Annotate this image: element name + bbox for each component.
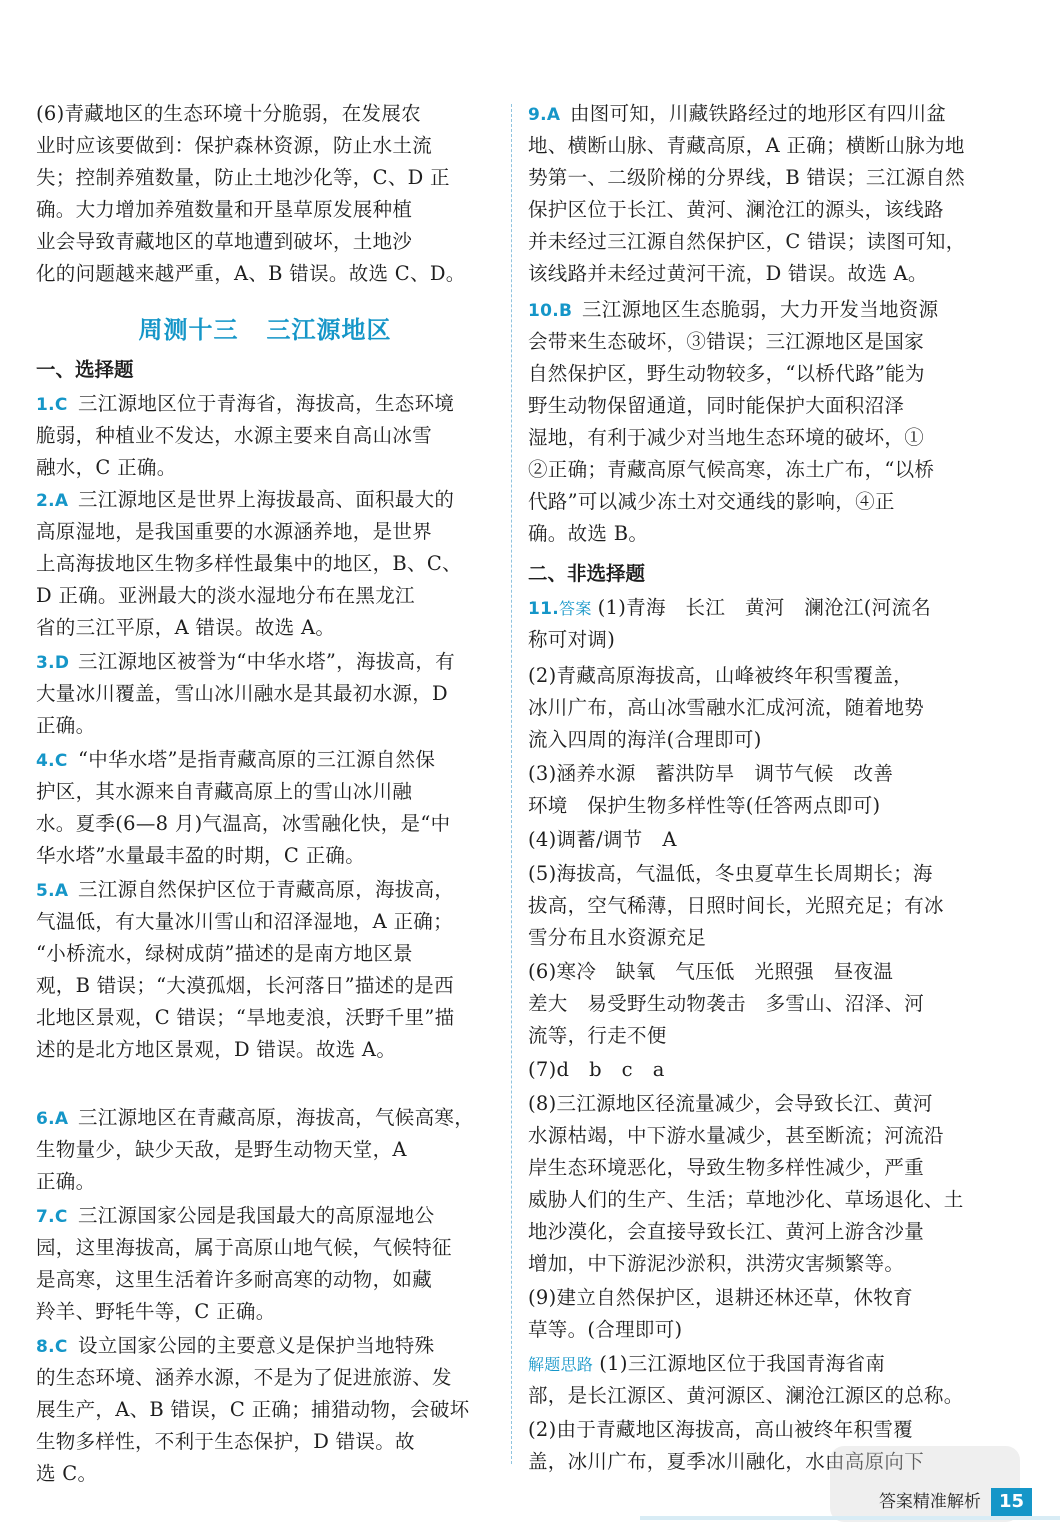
question-label: 5.A — [36, 881, 69, 901]
answer-line: (5)海拔高，气温低，冬虫夏草生长周期长；海 — [528, 862, 933, 885]
answer-line: 选 C。 — [36, 1462, 98, 1485]
question-label: 3.D — [36, 653, 70, 673]
answer-line: 展生产，A、B 错误，C 正确；捕猎动物，会破坏 — [36, 1398, 470, 1421]
question-label: 9.A — [528, 105, 561, 125]
page-footer — [879, 1486, 1032, 1518]
text-line: 化的问题越来越严重，A、B 错误。故选 C、D。 — [36, 262, 466, 285]
analysis-line: 部，是长江源区、黄河源区、澜沧江源区的总称。 — [528, 1384, 964, 1407]
answer-line: 自然保护区，野生动物较多，“以桥代路”能为 — [528, 362, 925, 385]
answer-line: 9.A 由图可知，川藏铁路经过的地形区有四川盆 — [528, 98, 986, 130]
question-label: 4.C — [36, 751, 68, 771]
answer-line: 脆弱，种植业不发达，水源主要来自高山冰雪 — [36, 424, 433, 447]
answer-line: 气温低，有大量冰川雪山和沼泽湿地，A 正确； — [36, 910, 453, 933]
answer-line: 高原湿地，是我国重要的水源涵养地，是世界 — [36, 520, 433, 543]
answer-line: 正确。 — [36, 1170, 96, 1193]
page-number: 15 — [991, 1488, 1032, 1516]
answer-line: 湿地，有利于减少对当地生态环境的破坏，① — [528, 426, 925, 449]
answer-line: 2.A 三江源地区是世界上海拔最高、面积最大的 — [36, 484, 494, 516]
answer-line: 势第一、二级阶梯的分界线，B 错误；三江源自然 — [528, 166, 965, 189]
answer-line: (6)寒冷 缺氧 气压低 光照强 昼夜温 — [528, 960, 894, 983]
text-line: 业会导致青藏地区的草地遭到破坏，土地沙 — [36, 230, 413, 253]
answer-line: 融水，C 正确。 — [36, 456, 177, 479]
answer-line: (2)青藏高原海拔高，山峰被终年积雪覆盖， — [528, 664, 913, 687]
answer-line: 上高海拔地区生物多样性最集中的地区，B、C、 — [36, 552, 462, 575]
section-title — [36, 310, 494, 350]
answer-line: 威胁人们的生产、生活；草地沙化、草场退化、土 — [528, 1188, 964, 1211]
answer-line: 4.C “中华水塔”是指青藏高原的三江源自然保 — [36, 744, 494, 776]
answer-line: 流入四周的海洋(合理即可) — [528, 728, 762, 751]
section-title-number: 周测十三 — [138, 316, 239, 344]
answer-line: 流等，行走不便 — [528, 1024, 667, 1047]
question-label: 10.B — [528, 301, 573, 321]
answer-line: D 正确。亚洲最大的淡水湿地分布在黑龙江 — [36, 584, 415, 607]
answer-line: 环境 保护生物多样性等(任答两点即可) — [528, 794, 881, 817]
text-line: 失；控制养殖数量，防止土地沙化等，C、D 正 — [36, 166, 450, 189]
answer-line: 生物多样性，不利于生态保护，D 错误。故 — [36, 1430, 415, 1453]
answer-line: 生物量少，缺少天敌，是野生动物天堂，A — [36, 1138, 407, 1161]
answer-line: 观，B 错误；“大漠孤烟，长河落日”描述的是西 — [36, 974, 454, 997]
answer-line: 3.D 三江源地区被誉为“中华水塔”，海拔高，有 — [36, 646, 494, 678]
question-label: 8.C — [36, 1337, 68, 1357]
answer-line: 该线路并未经过黄河干流，D 错误。故选 A。 — [528, 262, 928, 285]
answer-line: 确。故选 B。 — [528, 522, 649, 545]
answer-line: 雪分布且水资源充足 — [528, 926, 707, 949]
answer-line: 会带来生态破坏，③错误；三江源地区是国家 — [528, 330, 925, 353]
answer-line: 差大 易受野生动物袭击 多雪山、沼泽、河 — [528, 992, 925, 1015]
answer-line: 拔高，空气稀薄，日照时间长，光照充足；有冰 — [528, 894, 944, 917]
answer-line: 地沙漠化，会直接导致长江、黄河上游含沙量 — [528, 1220, 925, 1243]
footer-rule — [640, 1516, 1060, 1520]
answer-line: 正确。 — [36, 714, 96, 737]
answer-line: 保护区位于长江、黄河、澜沧江的源头，该线路 — [528, 198, 944, 221]
answer-line: 7.C 三江源国家公园是我国最大的高原湿地公 — [36, 1200, 494, 1232]
answer-line: 北地区景观，C 错误；“旱地麦浪，沃野千里”描 — [36, 1006, 455, 1029]
answer-line: (8)三江源地区径流量减少，会导致长江、黄河 — [528, 1092, 933, 1115]
answer-tag: 答案 — [559, 599, 592, 618]
answer-line: (7)d b c a — [528, 1058, 665, 1081]
question-label: 2.A — [36, 491, 69, 511]
answer-line: 羚羊、野牦牛等，C 正确。 — [36, 1300, 276, 1323]
answer-line: 6.A 三江源地区在青藏高原，海拔高，气候高寒， — [36, 1102, 494, 1134]
analysis-line: 解题思路 (1)三江源地区位于我国青海省南 — [528, 1352, 886, 1375]
answer-line: 增加，中下游泥沙淤积，洪涝灾害频繁等。 — [528, 1252, 905, 1275]
answer-line: (4)调蓄/调节 A — [528, 828, 677, 851]
answer-line: “小桥流水，绿树成荫”描述的是南方地区景 — [36, 942, 413, 965]
question-label: 6.A — [36, 1109, 69, 1129]
text-line: 业时应该要做到：保护森林资源，防止水土流 — [36, 134, 433, 157]
section-heading-choice: 一、选择题 — [36, 358, 134, 381]
text-line: 确。大力增加养殖数量和开垦草原发展种植 — [36, 198, 413, 221]
answer-line: 华水塔”水量最丰盈的时期，C 正确。 — [36, 844, 365, 867]
answer-line: 述的是北方地区景观，D 错误。故选 A。 — [36, 1038, 397, 1061]
section-heading-nonchoice: 二、非选择题 — [528, 562, 646, 585]
answer-line: 11.答案 (1)青海 长江 黄河 澜沧江(河流名 — [528, 592, 986, 624]
answer-line: 野生动物保留通道，同时能保护大面积沼泽 — [528, 394, 905, 417]
answer-line: 是高寒，这里生活着许多耐高寒的动物，如藏 — [36, 1268, 433, 1291]
question-label: 1.C — [36, 395, 68, 415]
answer-line: 5.A 三江源自然保护区位于青藏高原，海拔高， — [36, 874, 494, 906]
answer-line: 大量冰川覆盖，雪山冰川融水是其最初水源，D — [36, 682, 448, 705]
question-label: 7.C — [36, 1207, 68, 1227]
text-line: (6)青藏地区的生态环境十分脆弱，在发展农 — [36, 102, 421, 125]
answer-line: 代路”可以减少冻土对交通线的影响，④正 — [528, 490, 895, 513]
analysis-tag: 解题思路 — [528, 1355, 594, 1374]
answer-line: 的生态环境、涵养水源，不是为了促进旅游、发 — [36, 1366, 452, 1389]
column-divider — [511, 104, 512, 1464]
analysis-line: (2)由于青藏地区海拔高，高山被终年积雪覆 — [528, 1418, 913, 1441]
answer-line: 园，这里海拔高，属于高原山地气候，气候特征 — [36, 1236, 452, 1259]
answer-line: 称可对调) — [528, 628, 616, 651]
answer-line: 水。夏季(6—8 月)气温高，冰雪融化快，是“中 — [36, 812, 451, 835]
answer-line: 地、横断山脉、青藏高原，A 正确；横断山脉为地 — [528, 134, 965, 157]
answer-line: ②正确；青藏高原气候高寒，冻土广布，“以桥 — [528, 458, 935, 481]
answer-line: 草等。(合理即可) — [528, 1318, 683, 1341]
answer-line: (9)建立自然保护区，退耕还林还草，休牧育 — [528, 1286, 913, 1309]
analysis-line: 盖，冰川广布，夏季冰川融化，水由高原向下 — [528, 1450, 925, 1473]
answer-line: 10.B 三江源地区生态脆弱，大力开发当地资源 — [528, 294, 986, 326]
answer-line: (3)涵养水源 蓄洪防旱 调节气候 改善 — [528, 762, 894, 785]
answer-line: 8.C 设立国家公园的主要意义是保护当地特殊 — [36, 1330, 494, 1362]
answer-line: 1.C 三江源地区位于青海省，海拔高，生态环境 — [36, 388, 494, 420]
footer-label: 答案精准解析 — [878, 1492, 981, 1512]
question-label: 11. — [528, 599, 560, 619]
answer-line: 省的三江平原，A 错误。故选 A。 — [36, 616, 336, 639]
answer-line: 并未经过三江源自然保护区，C 错误；读图可知， — [528, 230, 966, 253]
answer-line: 护区，其水源来自青藏高原上的雪山冰川融 — [36, 780, 413, 803]
answer-line: 水源枯竭，中下游水量减少，甚至断流；河流沿 — [528, 1124, 944, 1147]
answer-line: 岸生态环境恶化，导致生物多样性减少，严重 — [528, 1156, 925, 1179]
section-title-name: 三江源地区 — [266, 316, 392, 344]
answer-line: 冰川广布，高山冰雪融水汇成河流，随着地势 — [528, 696, 925, 719]
